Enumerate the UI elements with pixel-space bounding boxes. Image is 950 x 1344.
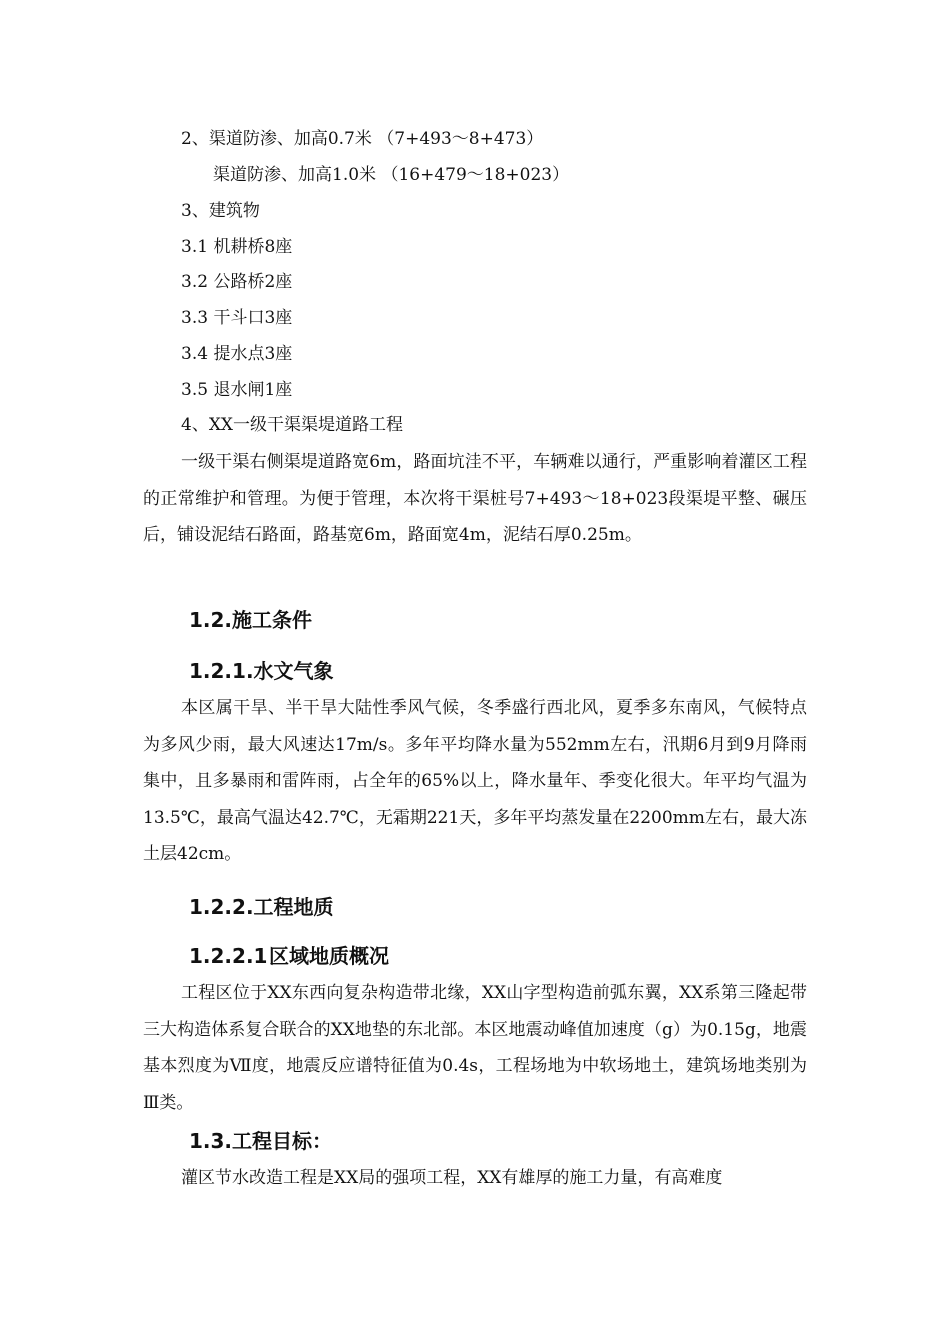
list-item-3-3: 3.3 干斗口3座 xyxy=(181,308,293,328)
heading-project-goals: 1.3.工程目标： xyxy=(189,1129,333,1153)
paragraph-road-description: 一级干渠右侧渠堤道路宽6m，路面坑洼不平，车辆难以通行，严重影响着灌区工程的正常维护和管理。为便于管理，本次将干渠桩号7+493～18+023段渠堤平整、碾压后，铺设泥结石路面，路基宽6m，路面宽4m，泥结石厚0.25m。 xyxy=(143,452,807,545)
heading-engineering-geology: 1.2.2.工程地质 xyxy=(189,895,334,919)
list-item-canal-lining-07: 2、渠道防渗、加高0.7米 （7+493～8+473） xyxy=(181,129,544,149)
paragraph-geology: 工程区位于XX东西向复杂构造带北缘，XX山字型构造前弧东翼，XX系第三隆起带三大构造体系复合联合的XX地垫的东北部。本区地震动峰值加速度（g）为0.15g，地震基本烈度为Ⅶ度，地震反应谱特征值为0.4s，工程场地为中软场地土，建筑场地类别为Ⅲ类。 xyxy=(143,983,807,1113)
paragraph-climate: 本区属干旱、半干旱大陆性季风气候，冬季盛行西北风，夏季多东南风，气候特点为多风少雨，最大风速达17m/s。多年平均降水量为552mm左右，汛期6月到9月降雨集中，且多暴雨和雷阵雨，占全年的65%以上，降水量年、季变化很大。年平均气温为13.5℃，最高气温达42.7℃，无霜期221天，多年平均蒸发量在2200mm左右，最大冻土层42cm。 xyxy=(143,698,807,864)
list-item-road-project: 4、XX一级干渠渠堤道路工程 xyxy=(181,415,404,435)
list-item-3-2: 3.2 公路桥2座 xyxy=(181,272,293,292)
heading-regional-geology-text: 区域地质概况 xyxy=(269,944,389,968)
heading-construction-conditions: 1.2.施工条件 xyxy=(189,608,313,632)
heading-regional-geology xyxy=(189,943,389,969)
list-item-canal-lining-10: 渠道防渗、加高1.0米 （16+479～18+023） xyxy=(213,165,570,185)
heading-hydrology-meteorology: 1.2.1.水文气象 xyxy=(189,659,334,683)
list-item-3-1: 3.1 机耕桥8座 xyxy=(181,237,293,257)
list-item-3-5: 3.5 退水闸1座 xyxy=(181,380,293,400)
list-item-buildings: 3、建筑物 xyxy=(181,201,260,221)
heading-regional-geology-number: 1.2.2.1 xyxy=(189,944,268,968)
paragraph-goals: 灌区节水改造工程是XX局的强项工程，XX有雄厚的施工力量，有高难度 xyxy=(181,1168,723,1188)
list-item-3-4: 3.4 提水点3座 xyxy=(181,344,293,364)
